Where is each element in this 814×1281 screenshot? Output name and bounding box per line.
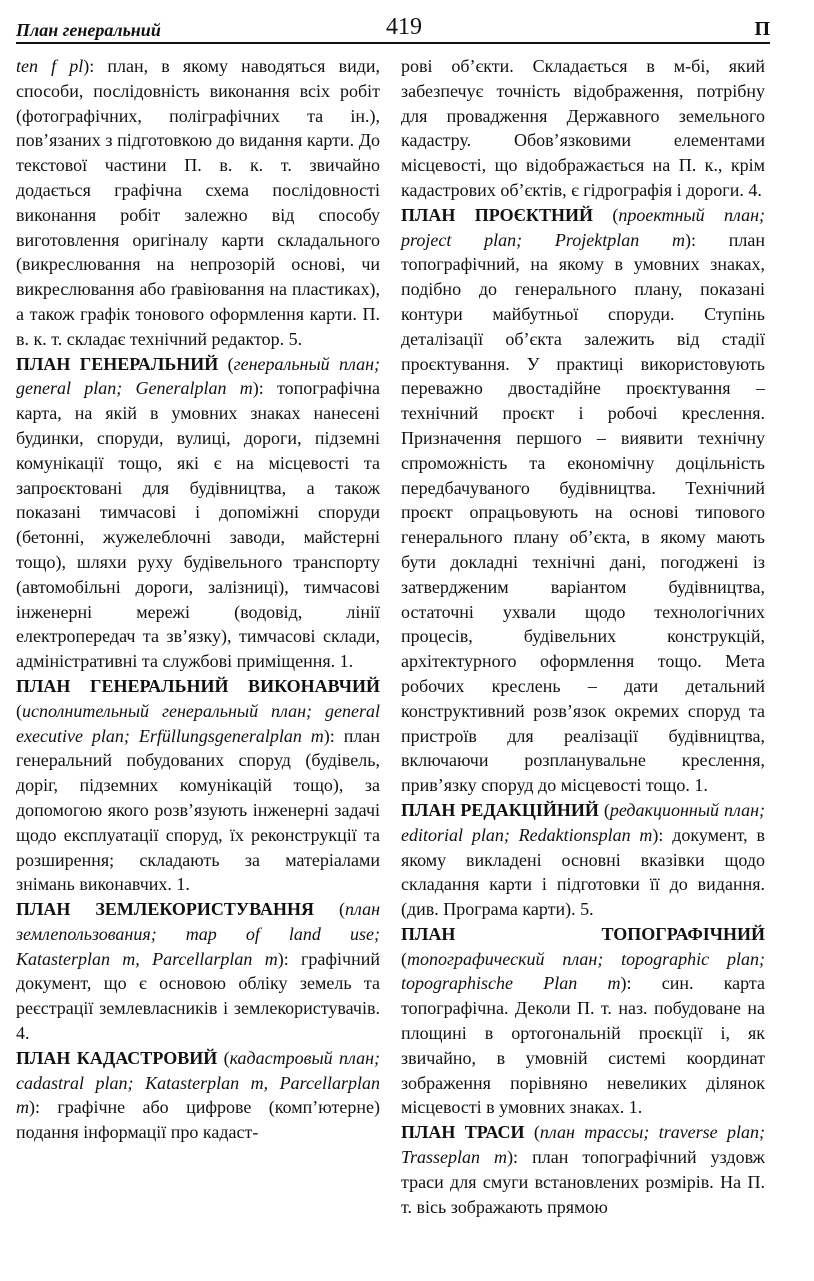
entry-plan-trasy [401, 1120, 765, 1219]
definition-text: ): графічне або цифрове (комп’ютерне) подання інформації про кадаст- [16, 1097, 380, 1143]
paren: ( [16, 700, 22, 721]
page-header [16, 14, 770, 40]
entry-plan-zemlekorystuvannia [16, 897, 380, 1046]
definition-text: ): син. карта топографічна. Деколи П. т. наз. побудоване на площині в ортогональній проєкції і, як звичайно, в умовній системі координат зображення порівняно невеликих ділянок місцевості в умовних знаках. 1. [401, 973, 765, 1118]
headword: ПЛАН ГЕНЕРАЛЬНИЙ ВИКОНАВЧИЙ [16, 675, 380, 696]
continued-entry [16, 54, 380, 352]
definition-text: ): план топографічний, на якому в умовних знаках, подібно до генерального плану, показані контури майбутньої споруди. Ступінь деталізації об’єкта залежить від стадії проєктування. У практиці використовують переважно двостадійне проєктування – технічний проєкт і робочі креслення. Призначення першого – виявити технічну спроможність та економічну доцільність передбачуваного будівництва. Технічний проєкт опрацьовують на основі типового генерального плану об’єкта, в якому мають бути докладні технічні дані, погоджені із затвердженим варіантом будівництва, остаточні ухвали щодо технологічних процесів, будівельних конструкцій, архітектурного оформлення тощо. Мета робочих креслень – дати детальний конструктивний розв’язок окремих споруд та пристроїв для реалізації будівництва, включаючи розпланувальне креслення, прив’язку споруд до місцевості тощо. 1. [401, 229, 766, 796]
entry-plan-topohrafichnyi [401, 922, 765, 1120]
definition-text: рові об’єкти. Складається в м-бі, який забезпечує точність відображення, потрібну для провадження Державного земельного кадастру. Обов’язковими елементами місцевості, що відображається на П. к., крім кадастрових об’єктів, є гідрографія і дороги. 4. [401, 56, 765, 200]
header-rule [16, 42, 770, 44]
synonyms: проектный план; project plan; Projektplan m [401, 204, 765, 250]
headword: ПЛАН КАДАСТРОВИЙ [16, 1047, 218, 1068]
entry-plan-redaktsiinyi [401, 798, 765, 922]
entry-plan-kadastrovyi [16, 1046, 380, 1145]
paren: ( [524, 1122, 540, 1143]
synonyms: план трассы; traverse plan; Trasseplan m [401, 1122, 765, 1168]
paren: ( [401, 948, 407, 969]
section-letter: П [754, 18, 770, 40]
headword: ПЛАН ТРАСИ [401, 1122, 525, 1143]
headword: ПЛАН ГЕНЕРАЛЬНИЙ [16, 353, 219, 374]
continued-entry [401, 54, 765, 203]
entry-plan-heneralnyi [16, 352, 380, 674]
entry-plan-heneralnyi-vykonavchyi [16, 674, 380, 897]
left-column [16, 54, 380, 1145]
page-number: 419 [386, 14, 422, 40]
headword: ПЛАН ПРОЄКТНИЙ [401, 204, 593, 225]
running-head: План генеральний [16, 20, 161, 40]
definition-text: ): графічний документ, що є основою обліку земель та реєстрації землевласників і землекористувачів. 4. [16, 948, 380, 1044]
definition-text: ): план топографічний уздовж траси для смуги встановлених розмірів. На П. т. вісь зображають прямою [401, 1147, 765, 1217]
definition-text: ): план генеральний побудованих споруд (будівель, доріг, підземних комунікацій тощо), за допомогою якого розв’язують інженерні задачі щодо експлуатації споруд, їх реконструкції та розширення; складають за матеріалами знімань виконавчих. 1. [16, 725, 380, 895]
definition-text: ): топографічна карта, на якій в умовних знаках нанесені будинки, споруди, вулиці, дороги, підземні комунікації тощо, які є на місцевості та запроєктовані для будівництва, а також показані тимчасові і допоміжні споруди (бетонні, жужелеблочні заводи, майстерні тощо), шляхи руху будівельного транспорту (автомобільні дороги, залізниці), тимчасові інженерні мережі (водовід, лінії електропередач та зв’язку), тимчасові склади, адміністративні та службові приміщення. 1. [16, 378, 380, 672]
synonyms: генеральный план; general plan; Generalplan m [16, 353, 380, 399]
headword: ПЛАН ЗЕМЛЕКОРИСТУВАННЯ [16, 899, 315, 920]
paren: ( [217, 1047, 230, 1068]
paren: ( [314, 899, 346, 920]
synonyms: топографический план; topographic plan; topographische Plan m [401, 948, 765, 994]
continued-lead: ten f pl [16, 56, 84, 76]
right-column [401, 54, 765, 1219]
synonyms: редакционный план; editorial plan; Redaktionsplan m [401, 799, 766, 845]
entry-plan-proektnyi [401, 203, 765, 798]
definition-text: ): план, в якому наводяться види, способи, послідовність виконання всіх робіт (фотографічних, поліграфічних та ін.), пов’язаних з підготовкою до видання карти. До текстової частини П. в. к. т. звичайно додається графічна схема послідовності виконання робіт залежно від способу виготовлення оригіналу карти складального (викреслювання на непрозорій основі, чи викреслювання або ґравіювання на пластиках), а також графік тонового оформлення карти. П. в. к. т. складає технічний редактор. 5. [16, 56, 380, 349]
paren: ( [592, 204, 619, 225]
synonyms: кадастровый план; cadastral plan; Katasterplan m, Parcellarplan m [16, 1047, 380, 1118]
synonyms: план землепользования; map of land use; Katasterplan m, Parcellarplan m [16, 899, 381, 969]
definition-text: ): документ, в якому викладені основні вказівки щодо складання карти і підготовки її до видання. (див. Програма карти). 5. [401, 824, 765, 920]
headword: ПЛАН ТОПОГРАФІЧНИЙ [401, 923, 765, 944]
paren: ( [218, 353, 234, 374]
paren: ( [598, 799, 610, 820]
synonyms: исполнительный генеральный план; general executive plan; Erfüllungsgeneralplan m [16, 700, 380, 746]
headword: ПЛАН РЕДАКЦІЙНИЙ [401, 799, 599, 820]
